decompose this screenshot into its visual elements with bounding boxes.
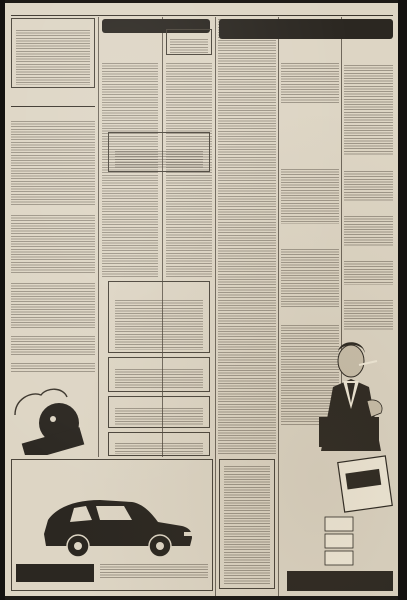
column-rule	[215, 17, 216, 596]
classified-text	[115, 443, 203, 454]
right-text	[344, 171, 393, 201]
rule	[11, 106, 95, 107]
classified-box-1	[108, 281, 210, 353]
classified-text	[115, 369, 203, 389]
car-illustration	[12, 476, 212, 566]
car-brand-logo	[16, 564, 94, 582]
right-text	[344, 300, 393, 330]
column-rule	[278, 17, 279, 596]
cigarettes-advert	[281, 331, 395, 593]
car-advert-details	[100, 564, 208, 578]
notice-box	[11, 18, 95, 88]
newspaper-page	[5, 3, 398, 596]
middle-text-column	[218, 19, 276, 455]
day-by-day-banner	[219, 19, 393, 39]
left-advert-illustration	[11, 385, 99, 455]
notice-text	[16, 30, 90, 85]
classified-box-4	[108, 432, 210, 456]
sports-box	[108, 132, 210, 172]
right-text	[344, 261, 393, 285]
middle-list-text	[224, 466, 270, 584]
article-text	[11, 336, 95, 356]
classified-box-3	[108, 396, 210, 428]
sports-box-text	[115, 151, 203, 169]
cigarettes-illustration	[281, 331, 395, 593]
article-text	[11, 283, 95, 328]
middle-list-box	[219, 459, 275, 589]
right-text	[344, 65, 393, 155]
masthead	[5, 3, 398, 15]
right-text	[344, 216, 393, 246]
article-text	[11, 215, 95, 275]
program-box-text	[170, 39, 208, 53]
cigarettes-dealer-box	[287, 571, 393, 591]
classified-box-2	[108, 357, 210, 392]
article-text	[281, 63, 339, 103]
masthead-rule	[11, 15, 393, 16]
classified-text	[115, 408, 203, 425]
left-advert	[11, 375, 99, 455]
article-text	[11, 363, 95, 373]
classified-text	[115, 300, 203, 350]
article-text	[281, 169, 339, 224]
car-advert	[11, 459, 213, 591]
article-text	[11, 121, 95, 207]
article-text	[281, 249, 339, 309]
right-binding-edge	[398, 0, 407, 600]
program-box	[166, 29, 212, 55]
